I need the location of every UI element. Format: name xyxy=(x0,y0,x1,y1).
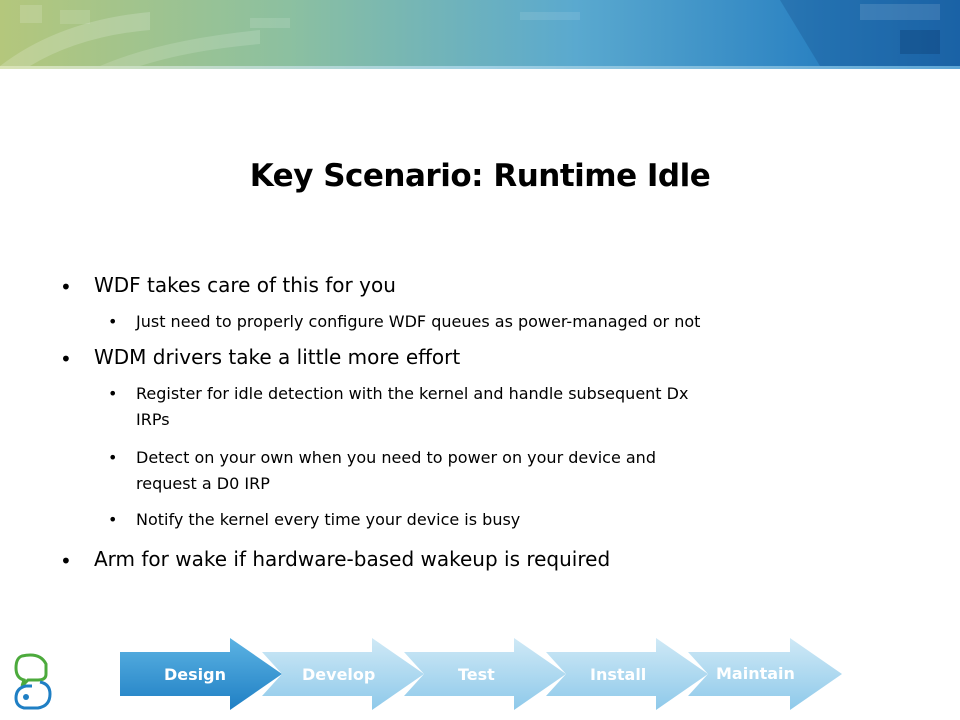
stage-label-install: Install xyxy=(590,665,647,684)
bullet-level2: Notify the kernel every time your device is busy xyxy=(136,510,521,529)
bullet-marker: • xyxy=(108,384,118,403)
bullet-level2-continuation: IRPs xyxy=(136,410,170,429)
stage-label-maintain: Maintain xyxy=(716,664,795,683)
bullet-marker: • xyxy=(60,549,72,573)
bullet-marker: • xyxy=(60,275,72,299)
bullet-level1: Arm for wake if hardware-based wakeup is required xyxy=(94,547,611,571)
slide-title: Key Scenario: Runtime Idle xyxy=(249,158,711,194)
stage-label-develop: Develop xyxy=(302,665,376,684)
bullet-marker: • xyxy=(108,510,118,529)
bullet-marker: • xyxy=(108,312,118,331)
stage-label-test: Test xyxy=(458,665,495,684)
bullet-marker: • xyxy=(60,347,72,371)
bullet-level2: Just need to properly configure WDF queues as power-managed or not xyxy=(136,312,701,331)
bullet-level2-continuation: request a D0 IRP xyxy=(136,474,270,493)
stage-label-design: Design xyxy=(164,665,226,684)
logo-icon xyxy=(10,652,56,714)
bullet-marker: • xyxy=(108,448,118,467)
bullet-level1: WDF takes care of this for you xyxy=(94,273,396,297)
lifecycle-flow xyxy=(110,634,850,716)
bullet-level2: Register for idle detection with the kernel and handle subsequent Dx xyxy=(136,384,689,403)
bullet-level2: Detect on your own when you need to power on your device and xyxy=(136,448,656,467)
bullet-level1: WDM drivers take a little more effort xyxy=(94,345,461,369)
